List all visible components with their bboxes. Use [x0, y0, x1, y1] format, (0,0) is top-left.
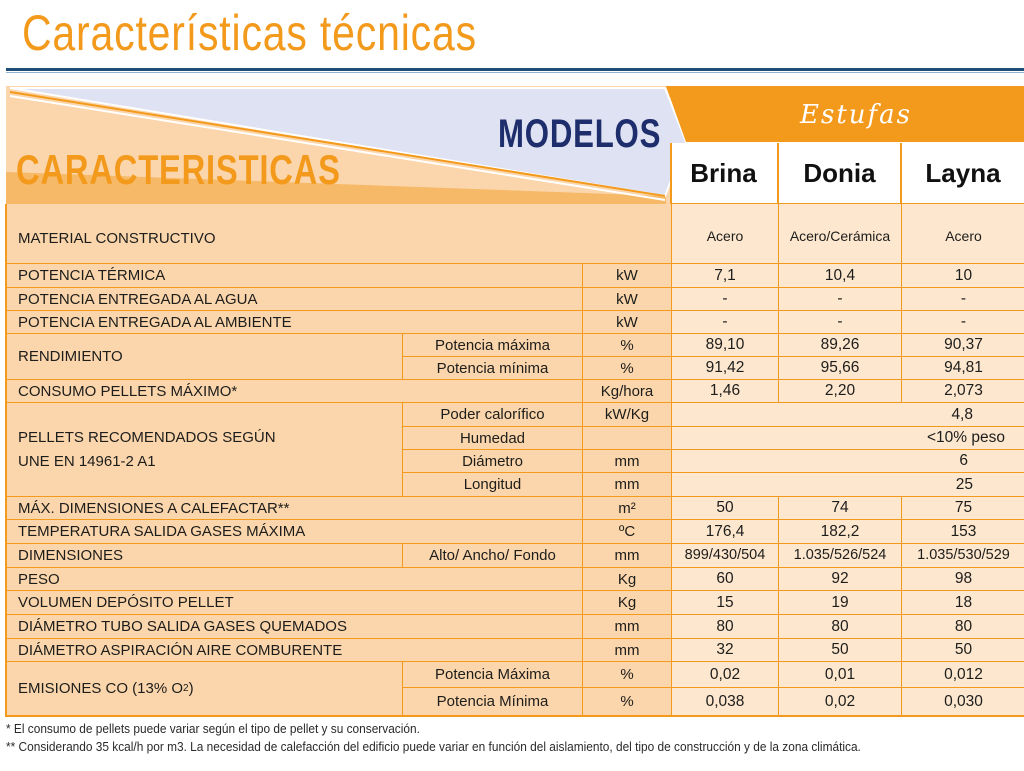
value-rendimiento-min-layna: 94,81	[902, 357, 1024, 380]
unit-volumen: Kg	[583, 591, 672, 615]
pellets-label-line2: UNE EN 14961-2 A1	[18, 453, 156, 470]
unit-rendimiento-max: %	[583, 334, 672, 357]
sub-label-emisiones-max: Potencia Máxima	[403, 662, 583, 688]
model-layna: Layna	[925, 157, 1001, 188]
row-label-temperatura: TEMPERATURA SALIDA GASES MÁXIMA	[7, 520, 583, 544]
value-volumen-donia: 19	[779, 591, 902, 615]
value-diametro: 6	[672, 450, 1024, 473]
page-title: Características técnicas	[22, 5, 477, 61]
sub-label-poder-calorifico: Poder calorífico	[403, 403, 583, 427]
row-label-max-dimensiones: MÁX. DIMENSIONES A CALEFACTAR**	[7, 497, 583, 520]
estufas-label: Estufas	[800, 100, 912, 130]
value-peso-layna: 98	[902, 568, 1024, 591]
row-label-potencia-termica: POTENCIA TÉRMICA	[7, 264, 583, 288]
value-diametro-aire-layna: 50	[902, 639, 1024, 662]
sub-label-emisiones-min: Potencia Mínima	[403, 688, 583, 715]
unit-potencia-agua: kW	[583, 288, 672, 311]
sub-label-humedad: Humedad	[403, 427, 583, 450]
sub-label-rendimiento-max: Potencia máxima	[403, 334, 583, 357]
unit-rendimiento-min: %	[583, 357, 672, 380]
value-humedad: <10% peso	[672, 427, 1024, 450]
unit-emisiones-min: %	[583, 688, 672, 715]
value-material-brina: Acero	[672, 204, 779, 264]
value-peso-brina: 60	[672, 568, 779, 591]
value-dimensiones-donia: 1.035/526/524	[779, 544, 902, 568]
pellets-label-line1: PELLETS RECOMENDADOS SEGÚN	[18, 429, 276, 446]
value-dimensiones-layna: 1.035/530/529	[902, 544, 1024, 568]
unit-diametro: mm	[583, 450, 672, 473]
row-label-emisiones	[7, 662, 403, 715]
row-label-material: MATERIAL CONSTRUCTIVO	[7, 204, 672, 264]
unit-emisiones-max: %	[583, 662, 672, 688]
row-label-volumen: VOLUMEN DEPÓSITO PELLET	[7, 591, 583, 615]
unit-poder-calorifico: kW/Kg	[583, 403, 672, 427]
row-label-rendimiento: RENDIMIENTO	[7, 334, 403, 380]
value-emisiones-min-layna: 0,030	[902, 688, 1024, 715]
value-temperatura-brina: 176,4	[672, 520, 779, 544]
value-consumo-layna: 2,073	[902, 380, 1024, 403]
value-dimensiones-brina: 899/430/504	[672, 544, 779, 568]
value-max-dimensiones-brina: 50	[672, 497, 779, 520]
value-rendimiento-max-donia: 89,26	[779, 334, 902, 357]
value-emisiones-max-layna: 0,012	[902, 662, 1024, 688]
value-poder-calorifico: 4,8	[672, 403, 1024, 427]
value-potencia-termica-layna: 10	[902, 264, 1024, 288]
value-emisiones-min-brina: 0,038	[672, 688, 779, 715]
footnote-2: ** Considerando 35 kcal/h por m3. La necesidad de calefacción del edificio puede variar en función del aislamiento, del tipo de construcción y de la zona climática.	[6, 740, 861, 754]
value-emisiones-max-donia: 0,01	[779, 662, 902, 688]
emisiones-label-main: EMISIONES CO (13% O	[18, 680, 184, 697]
unit-peso: Kg	[583, 568, 672, 591]
value-rendimiento-max-brina: 89,10	[672, 334, 779, 357]
value-max-dimensiones-donia: 74	[779, 497, 902, 520]
unit-consumo: Kg/hora	[583, 380, 672, 403]
unit-max-dimensiones: m²	[583, 497, 672, 520]
row-label-pellets	[7, 403, 403, 497]
value-consumo-donia: 2,20	[779, 380, 902, 403]
unit-diametro-aire: mm	[583, 639, 672, 662]
value-temperatura-layna: 153	[902, 520, 1024, 544]
emisiones-label-sub: 2	[183, 682, 189, 694]
footnote-1: * El consumo de pellets puede variar según el tipo de pellet y su conservación.	[6, 722, 420, 736]
value-max-dimensiones-layna: 75	[902, 497, 1024, 520]
value-rendimiento-max-layna: 90,37	[902, 334, 1024, 357]
unit-temperatura: ºC	[583, 520, 672, 544]
value-material-donia: Acero/Cerámica	[779, 204, 902, 264]
value-potencia-termica-brina: 7,1	[672, 264, 779, 288]
value-emisiones-max-brina: 0,02	[672, 662, 779, 688]
row-label-dimensiones: DIMENSIONES	[7, 544, 403, 568]
caracteristicas-label: CARACTERISTICAS	[16, 146, 341, 193]
row-label-potencia-ambiente: POTENCIA ENTREGADA AL AMBIENTE	[7, 311, 583, 334]
value-peso-donia: 92	[779, 568, 902, 591]
value-potencia-ambiente-brina: -	[672, 311, 779, 334]
value-temperatura-donia: 182,2	[779, 520, 902, 544]
unit-humedad	[583, 427, 672, 450]
unit-potencia-termica: kW	[583, 264, 672, 288]
sub-label-rendimiento-min: Potencia mínima	[403, 357, 583, 380]
unit-dimensiones: mm	[583, 544, 672, 568]
sub-label-diametro: Diámetro	[403, 450, 583, 473]
value-rendimiento-min-brina: 91,42	[672, 357, 779, 380]
sub-label-longitud: Longitud	[403, 473, 583, 497]
unit-diametro-tubo: mm	[583, 615, 672, 639]
value-potencia-agua-donia: -	[779, 288, 902, 311]
model-donia: Donia	[803, 157, 876, 188]
value-diametro-aire-brina: 32	[672, 639, 779, 662]
row-label-peso: PESO	[7, 568, 583, 591]
row-label-potencia-agua: POTENCIA ENTREGADA AL AGUA	[7, 288, 583, 311]
value-volumen-brina: 15	[672, 591, 779, 615]
value-longitud: 25	[672, 473, 1024, 497]
value-volumen-layna: 18	[902, 591, 1024, 615]
value-diametro-aire-donia: 50	[779, 639, 902, 662]
value-consumo-brina: 1,46	[672, 380, 779, 403]
value-potencia-termica-donia: 10,4	[779, 264, 902, 288]
value-potencia-ambiente-layna: -	[902, 311, 1024, 334]
value-potencia-agua-brina: -	[672, 288, 779, 311]
value-diametro-tubo-layna: 80	[902, 615, 1024, 639]
value-diametro-tubo-brina: 80	[672, 615, 779, 639]
unit-potencia-ambiente: kW	[583, 311, 672, 334]
emisiones-label-end: )	[188, 680, 194, 697]
spec-table	[5, 204, 1024, 717]
row-label-diametro-aire: DIÁMETRO ASPIRACIÓN AIRE COMBURENTE	[7, 639, 583, 662]
row-label-consumo: CONSUMO PELLETS MÁXIMO*	[7, 380, 583, 403]
value-diametro-tubo-donia: 80	[779, 615, 902, 639]
model-brina: Brina	[690, 157, 757, 188]
value-emisiones-min-donia: 0,02	[779, 688, 902, 715]
row-label-diametro-tubo: DIÁMETRO TUBO SALIDA GASES QUEMADOS	[7, 615, 583, 639]
sub-label-dimensiones: Alto/ Ancho/ Fondo	[403, 544, 583, 568]
value-potencia-agua-layna: -	[902, 288, 1024, 311]
value-potencia-ambiente-donia: -	[779, 311, 902, 334]
value-rendimiento-min-donia: 95,66	[779, 357, 902, 380]
value-material-layna: Acero	[902, 204, 1024, 264]
modelos-label: MODELOS	[498, 112, 662, 156]
unit-longitud: mm	[583, 473, 672, 497]
